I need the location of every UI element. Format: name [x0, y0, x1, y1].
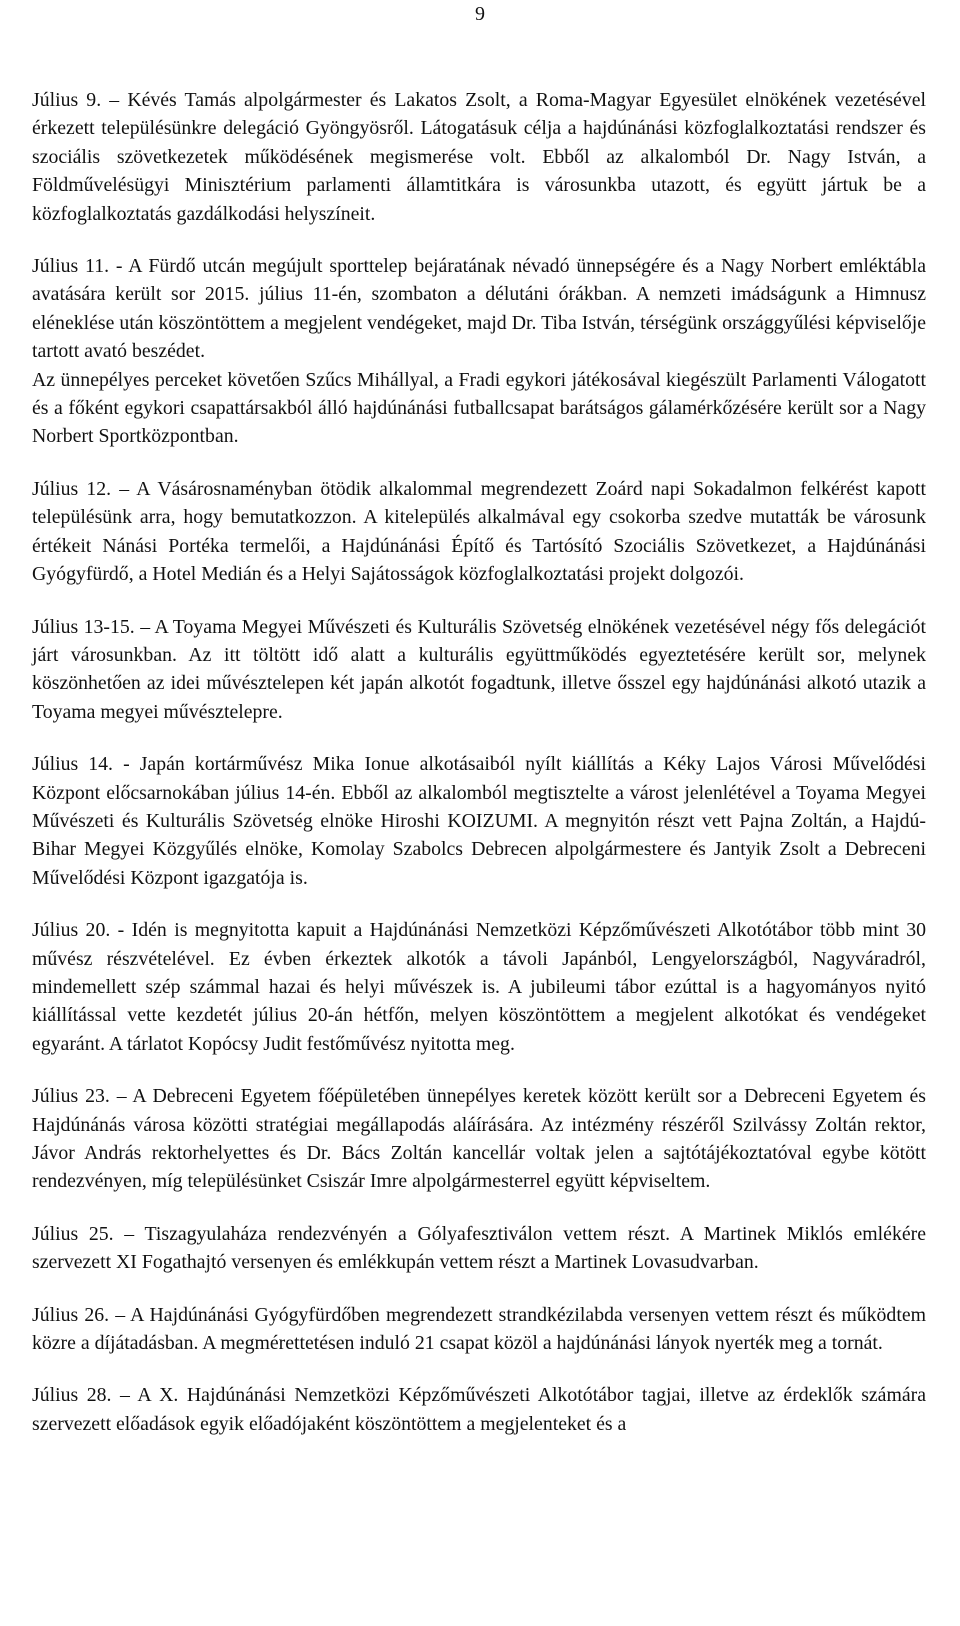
paragraph-july-26: Július 26. – A Hajdúnánási Gyógyfürdőben megrendezett strandkézilabda versenyen vettem részt és működtem közre a díjátadásban. A megmérettetésen induló 21 csapat közöl a hajdúnánási lányok nyerték meg a tornát. [32, 1303, 926, 1355]
page-number-text: 9 [475, 3, 485, 25]
paragraph-july-20: Július 20. - Idén is megnyitotta kapuit a Hajdúnánási Nemzetközi Képzőművészeti Alkotótábor több mint 30 művész részvételével. Ez évben érkeztek alkotók a távoli Japánból, Lengyelországból, Nagyváradról, mindemellett szép számmal hazai és helyi művészek is. A jubileumi tábor ezúttal is a hagyományos nyitó kiállítással vette kezdetét július 20-án hétfőn, melyen köszöntöttem a megjelent alkotókat és vendégeket egyaránt. A tárlatot Kopócsy Judit festőművész nyitotta meg. [32, 919, 926, 1055]
paragraph-july-13-15: Július 13-15. – A Toyama Megyei Művészeti és Kulturális Szövetség elnökének vezetésével négy fős delegációt járt városunkban. Az itt töltött idő alatt a kulturális együttműködés egyeztetésére került sor, melynek köszönhetően az idei művésztelepen két japán alkotót fogadtunk, illetve ősszel egy hajdúnánási alkotó utazik a Toyama megyei művésztelepre. [32, 615, 926, 723]
paragraph-july-25: Július 25. – Tiszagyulaháza rendezvényén a Gólyafesztiválon vettem részt. A Martinek Miklós emlékére szervezett XI Fogathajtó versenyen és emlékkupán vettem részt a Martinek Lovasudvarban. [32, 1222, 926, 1274]
paragraph-july-23: Július 23. – A Debreceni Egyetem főépületében ünnepélyes keretek között került sor a Debreceni Egyetem és Hajdúnánás városa közötti stratégiai megállapodás aláírására. Az intézmény részéről Szilvássy Zoltán rektor, Jávor András rektorhelyettes és Dr. Bács Zoltán kancellár voltak jelen a sajtótájékoztatóval egybe kötött rendezvényen, míg településünket Csiszár Imre alpolgármesterrel együtt képviseltem. [32, 1085, 926, 1193]
page-number [0, 2, 960, 26]
paragraph-july-11: Július 11. - A Fürdő utcán megújult sporttelep bejáratának névadó ünnepségére és a Nagy Norbert emléktábla avatására került sor 2015. július 11-én, szombaton a délutáni órákban. A nemzeti imádságunk a Himnusz eléneklése után köszöntöttem a megjelent vendégeket, majd Dr. Tiba István, térségünk országgyűlési képviselője tartott avató beszédet. [32, 255, 926, 363]
document-body [32, 86, 926, 1462]
paragraph-july-14: Július 14. - Japán kortárművész Mika Ionue alkotásaiból nyílt kiállítás a Kéky Lajos Városi Művelődési Központ előcsarnokában július 14-én. Ebből az alkalomból megtisztelte a várost jelenlétével a Toyama Megyei Művészeti és Kulturális Szövetség elnöke Hiroshi KOIZUMI. A megnyitón részt vett Pajna Zoltán, a Hajdú-Bihar Megyei Közgyűlés elnöke, Komolay Szabolcs Debrecen alpolgármestere és Jantyik Zsolt a Debreceni Művelődési Központ igazgatója is. [32, 753, 926, 889]
paragraph-july-28: Július 28. – A X. Hajdúnánási Nemzetközi Képzőművészeti Alkotótábor tagjai, illetve az érdeklők számára szervezett előadások egyik előadójaként köszöntöttem a megjelenteket és a [32, 1384, 926, 1435]
paragraph-july-12: Július 12. – A Vásárosnaményban ötödik alkalommal megrendezett Zoárd napi Sokadalmon felkérést kapott településünk arra, hogy bemutatkozzon. A kitelepülés alkalmával egy csokorba szedve mutatták be városunk értékeit Nánási Portéka termelői, a Hajdúnánási Építő és Tartósító Szociális Szövetkezet, a Hajdúnánási Gyógyfürdő, a Hotel Medián és a Helyi Sajátosságok közfoglalkoztatási projekt dolgozói. [32, 477, 926, 586]
paragraph-july-11-match: Az ünnepélyes perceket követően Szűcs Mihállyal, a Fradi egykori játékosával kiegészült Parlamenti Válogatott és a főként egykori csapattársakból álló hajdúnánási futballcsapat barátságos gálamérkőzésére került sor a Nagy Norbert Sportközpontban. [32, 368, 926, 448]
paragraph-july-9: Július 9. – Kévés Tamás alpolgármester és Lakatos Zsolt, a Roma-Magyar Egyesület elnökének vezetésével érkezett településünkre delegáció Gyöngyösről. Látogatásuk célja a hajdúnánási közfoglalkoztatási rendszer és szociális szövetkezetek működésének megismerése volt. Ebből az alkalomból Dr. Nagy István, a Földművelésügyi Minisztérium parlamenti államtitkára is városunkba utazott, és együtt jártuk be a közfoglalkoztatás gazdálkodási helyszíneit. [32, 89, 926, 225]
